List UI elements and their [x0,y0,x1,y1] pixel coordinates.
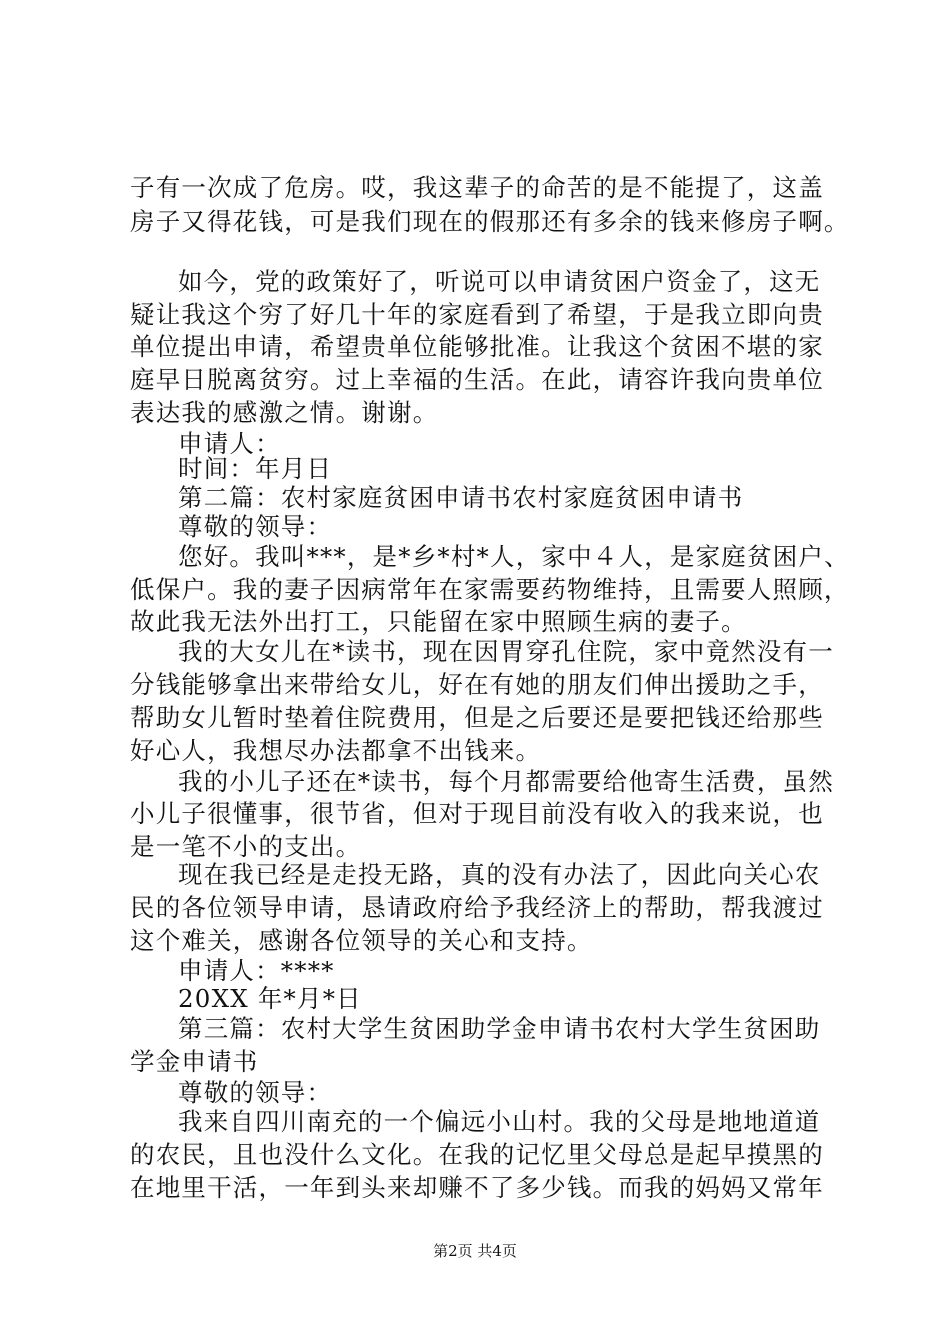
text-line: 尊敬的领导： [178,512,333,541]
text-line: 民的各位领导申请，恳请政府给予我经济上的帮助，帮我渡过 [130,893,824,922]
text-line: 是一笔不小的支出。 [130,832,362,861]
text-line: 帮助女儿暂时垫着住院费用，但是之后要还是要把钱还给那些 [130,703,824,732]
text-line: 表达我的感激之情。谢谢。 [130,398,439,427]
text-line: 我的小儿子还在*读书，每个月都需要给他寄生活费，虽然 [178,767,834,796]
text-line: 房子又得花钱，可是我们现在的假那还有多余的钱来修房子啊。 [130,207,850,236]
text-line: 在地里干活，一年到头来却赚不了多少钱。而我的妈妈又常年 [130,1173,824,1202]
text-line: 小儿子很懂事，很节省，但对于现目前没有收入的我来说，也 [130,799,824,828]
text-line: 申请人： [178,429,281,458]
text-line: 我来自四川南充的一个偏远小山村。我的父母是地地道道 [178,1107,821,1136]
text-line: 我的大女儿在*读书，现在因胃穿孔住院，家中竟然没有一 [178,637,834,666]
text-line: 的农民，且也没什么文化。在我的记忆里父母总是起早摸黑的 [130,1140,824,1169]
section-heading: 学金申请书 [130,1047,259,1076]
text-line: 现在我已经是走投无路，真的没有办法了，因此向关心农 [178,860,821,889]
text-line: 单位提出申请，希望贵单位能够批准。让我这个贫困不堪的家 [130,332,824,361]
text-line: 好心人，我想尽办法都拿不出钱来。 [130,736,542,765]
text-line: 庭早日脱离贫穷。过上幸福的生活。在此，请容许我向贵单位 [130,365,824,394]
text-line: 您好。我叫***，是*乡*村*人，家中４人，是家庭贫困户、 [178,542,850,571]
page-footer: 第2页 共4页 [433,1242,517,1260]
text-line: 疑让我这个穷了好几十年的家庭看到了希望，于是我立即向贵 [130,300,824,329]
text-line: 如今，党的政策好了，听说可以申请贫困户资金了，这无 [178,267,821,296]
section-heading: 第三篇：农村大学生贫困助学金申请书农村大学生贫困助 [178,1014,821,1043]
text-line: 低保户。我的妻子因病常年在家需要药物维持，且需要人照顾， [130,575,850,604]
text-line: 时间：年月日 [178,454,333,483]
text-line: 20XX 年*月*日 [178,984,362,1013]
section-heading: 第二篇：农村家庭贫困申请书农村家庭贫困申请书 [178,483,744,512]
text-line: 这个难关，感谢各位领导的关心和支持。 [130,926,593,955]
text-line: 申请人：**** [178,956,335,985]
text-line: 子有一次成了危房。哎，我这辈子的命苦的是不能提了，这盖 [130,173,824,202]
text-line: 分钱能够拿出来带给女儿，好在有她的朋友们伸出援助之手， [130,670,824,699]
text-line: 故此我无法外出打工，只能留在家中照顾生病的妻子。 [130,607,747,636]
text-line: 尊敬的领导： [178,1078,333,1107]
